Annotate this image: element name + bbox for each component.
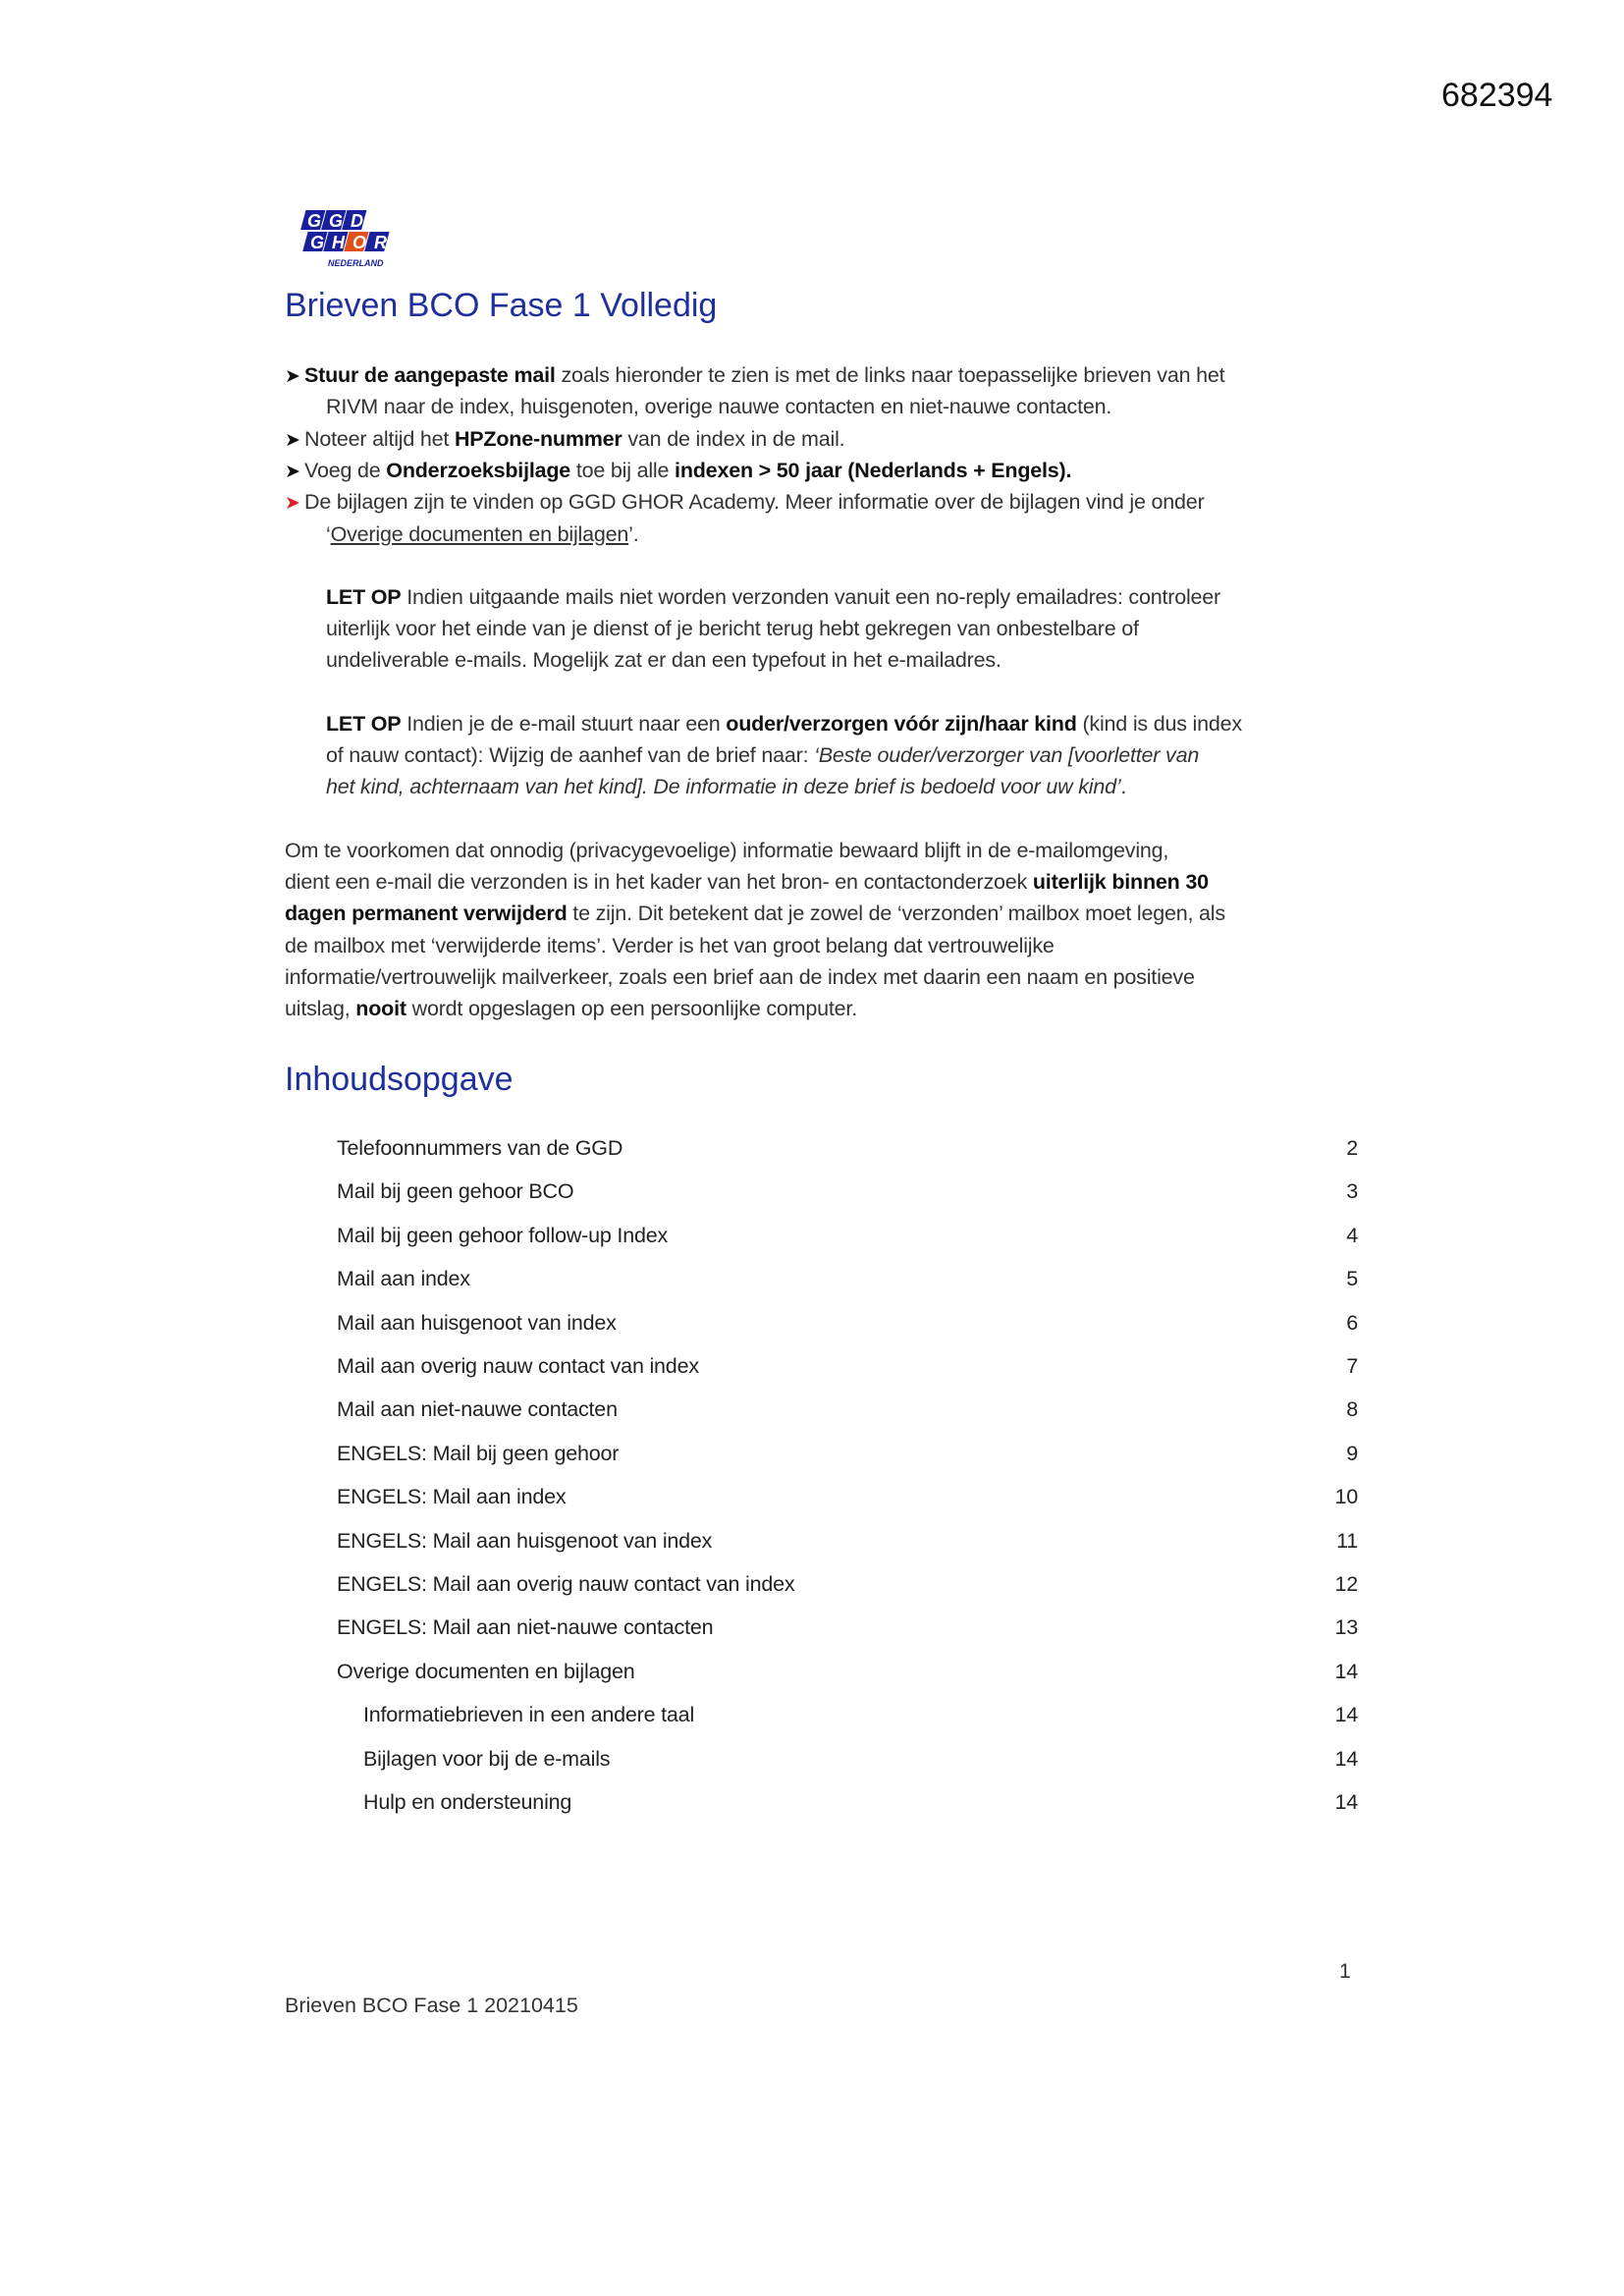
toc-entry-page: 14	[1334, 1659, 1358, 1683]
toc-entry-page: 5	[1346, 1267, 1358, 1291]
text-run: ’.	[628, 521, 639, 546]
text-run: toe bij alle	[570, 458, 676, 482]
toc-entry-label: Mail aan niet-nauwe contacten	[337, 1397, 618, 1422]
text-run: of nauw contact): Wijzig de aanhef van de brief naar:	[326, 743, 815, 767]
toc-entry[interactable]	[337, 1224, 1358, 1248]
text-run: de mailbox met ‘verwijderde items’. Verder is het van groot belang dat vertrouwelijke	[285, 933, 1055, 957]
text-run: ‘Beste ouder/verzorger van [voorletter van	[814, 743, 1200, 767]
toc-entry-page: 9	[1346, 1441, 1358, 1465]
toc-entry-page: 10	[1334, 1485, 1358, 1509]
text-run: De bijlagen zijn te vinden op GGD GHOR Academy. Meer informatie over de bijlagen vind je onder	[304, 490, 1205, 515]
toc-entry-page: 2	[1346, 1136, 1358, 1160]
document-id: 682394	[1441, 77, 1553, 114]
svg-text:GGD: GGD	[307, 211, 372, 231]
toc-entry[interactable]	[337, 1354, 1358, 1379]
toc-entry[interactable]	[337, 1442, 1358, 1466]
toc-entry-label: Bijlagen voor bij de e-mails	[363, 1746, 611, 1771]
toc-entry-label: Mail aan overig nauw contact van index	[337, 1354, 699, 1378]
toc-entry-page: 13	[1334, 1615, 1358, 1640]
toc-entry-page: 8	[1346, 1397, 1358, 1422]
arrow-bullet-icon: ➤	[285, 429, 300, 451]
text-line	[285, 997, 857, 1021]
text-run: ouder/verzorgen vóór zijn/haar kind	[726, 711, 1077, 736]
toc-entry-page: 11	[1336, 1528, 1358, 1553]
toc-entry[interactable]	[363, 1747, 1358, 1772]
toc-entry[interactable]	[363, 1703, 1358, 1727]
text-run: Indien je de e-mail stuurt naar een	[401, 711, 727, 736]
toc-entry-label: ENGELS: Mail aan index	[337, 1485, 567, 1509]
text-line	[285, 902, 1225, 926]
toc-entry[interactable]	[337, 1136, 1358, 1161]
text-run: uitslag,	[285, 997, 356, 1021]
text-run: ‘	[326, 521, 331, 546]
text-run: uiterlijk voor het einde van je dienst of je bericht terug hebt gekregen van onbestelbare of	[326, 617, 1139, 641]
svg-text:NEDERLAND: NEDERLAND	[328, 258, 384, 268]
toc-entry-label: Informatiebrieven in een andere taal	[363, 1703, 695, 1727]
toc-entry-label: ENGELS: Mail bij geen gehoor	[337, 1441, 620, 1465]
text-run: RIVM naar de index, huisgenoten, overige nauwe contacten en niet-nauwe contacten.	[326, 395, 1112, 419]
text-line	[285, 934, 1055, 958]
toc-entry-page: 4	[1346, 1223, 1358, 1247]
text-line	[326, 617, 1139, 641]
toc-entry-label: Mail bij geen gehoor follow-up Index	[337, 1223, 669, 1247]
toc-entry[interactable]	[337, 1179, 1358, 1204]
bullet-item	[285, 490, 1205, 515]
arrow-bullet-icon: ➤	[285, 366, 300, 387]
toc-entry-label: Mail bij geen gehoor BCO	[337, 1179, 574, 1204]
text-run: het kind, achternaam van het kind]. De informatie in deze brief is bedoeld voor uw kind’	[326, 775, 1121, 799]
toc-entry-label: ENGELS: Mail aan huisgenoot van index	[337, 1528, 713, 1553]
toc-entry-page: 14	[1334, 1703, 1358, 1727]
toc-entry[interactable]	[337, 1615, 1358, 1640]
text-run: Om te voorkomen dat onnodig (privacygevoelige) informatie bewaard blijft in de e-mailomgeving,	[285, 838, 1169, 862]
footer-text: Brieven BCO Fase 1 20210415	[285, 1994, 578, 2017]
text-line	[326, 585, 1220, 610]
toc-entry[interactable]	[337, 1267, 1358, 1291]
text-run: nooit	[355, 997, 406, 1021]
toc-heading: Inhoudsopgave	[285, 1061, 514, 1098]
text-run: dagen permanent verwijderd	[285, 902, 568, 926]
toc-entry-label: Mail aan index	[337, 1267, 470, 1291]
toc-entry-page: 14	[1334, 1790, 1358, 1814]
toc-entry[interactable]	[337, 1529, 1358, 1554]
toc-entry-page: 14	[1334, 1746, 1358, 1771]
page-number: 1	[1339, 1960, 1351, 1983]
toc-entry-page: 6	[1346, 1310, 1358, 1335]
text-line	[326, 395, 1111, 419]
section-link[interactable]: Overige documenten en bijlagen	[330, 521, 629, 546]
toc-entry[interactable]	[337, 1572, 1358, 1597]
toc-entry-label: Mail aan huisgenoot van index	[337, 1310, 617, 1335]
text-run: Onderzoeksbijlage	[386, 458, 571, 482]
toc-entry-label: Overige documenten en bijlagen	[337, 1659, 635, 1683]
ggd-ghor-logo	[298, 208, 408, 269]
text-run: Stuur de aangepaste mail	[304, 363, 556, 387]
text-line	[285, 839, 1168, 863]
svg-text:GHOR: GHOR	[310, 233, 395, 252]
bullet-item	[285, 427, 844, 452]
text-run: Indien uitgaande mails niet worden verzonden vanuit een no-reply emailadres: controleer	[401, 584, 1221, 609]
text-run: wordt opgeslagen op een persoonlijke computer.	[406, 997, 857, 1021]
toc-entry-label: ENGELS: Mail aan overig nauw contact van index	[337, 1572, 795, 1596]
text-line	[326, 743, 1199, 768]
text-line	[326, 712, 1242, 737]
toc-entry[interactable]	[337, 1660, 1358, 1684]
text-run: zoals hieronder te zien is met de links naar toepasselijke brieven van het	[555, 363, 1225, 387]
toc-entry-page: 12	[1334, 1572, 1358, 1596]
document-title: Brieven BCO Fase 1 Volledig	[285, 287, 718, 324]
toc-entry-label: Hulp en ondersteuning	[363, 1790, 572, 1814]
bullet-item	[285, 363, 1224, 388]
toc-entry[interactable]	[337, 1397, 1358, 1422]
text-line	[285, 965, 1195, 990]
toc-entry-label: Telefoonnummers van de GGD	[337, 1136, 623, 1160]
arrow-bullet-icon: ➤	[285, 493, 300, 515]
arrow-bullet-icon: ➤	[285, 461, 300, 482]
text-run: Voeg de	[304, 458, 387, 482]
text-run: Noteer altijd het	[304, 426, 455, 451]
text-run: van de index in de mail.	[622, 426, 845, 451]
text-run: informatie/vertrouwelijk mailverkeer, zoals een brief aan de index met daarin een naam en positieve	[285, 964, 1195, 989]
text-run: dient een e-mail die verzonden is in het kader van het bron- en contactonderzoek	[285, 869, 1033, 894]
toc-entry-page: 7	[1346, 1354, 1358, 1378]
text-run: LET OP	[326, 711, 402, 736]
text-run: indexen > 50 jaar (Nederlands + Engels).	[675, 458, 1072, 482]
toc-entry[interactable]	[337, 1485, 1358, 1509]
text-line	[326, 648, 1001, 673]
text-run: LET OP	[326, 584, 402, 609]
text-run: .	[1120, 775, 1127, 799]
text-run: undeliverable e-mails. Mogelijk zat er dan een typefout in het e-mailadres.	[326, 648, 1001, 673]
toc-entry[interactable]	[337, 1311, 1358, 1336]
text-run: HPZone-nummer	[454, 426, 623, 451]
text-run: (kind is dus index	[1076, 711, 1242, 736]
bullet-item	[285, 459, 1071, 483]
text-line	[285, 870, 1209, 895]
text-run: te zijn. Dit betekent dat je zowel de ‘verzonden’ mailbox moet legen, als	[567, 902, 1225, 926]
text-line	[326, 522, 639, 547]
text-line	[326, 775, 1126, 799]
toc-entry[interactable]	[363, 1790, 1358, 1815]
toc-entry-page: 3	[1346, 1179, 1358, 1204]
text-run: uiterlijk binnen 30	[1032, 869, 1209, 894]
toc-entry-label: ENGELS: Mail aan niet-nauwe contacten	[337, 1615, 714, 1640]
